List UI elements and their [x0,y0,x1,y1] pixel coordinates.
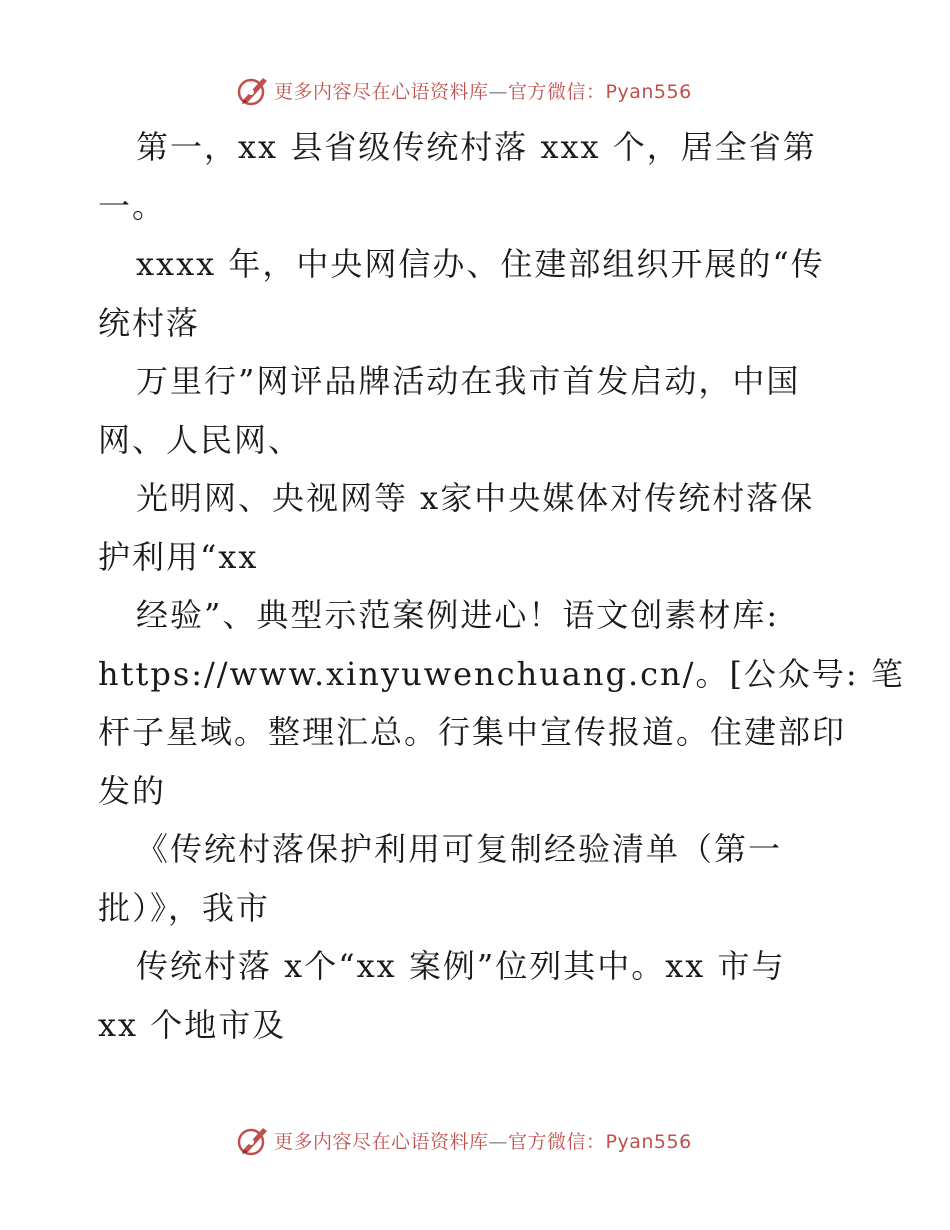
body-line: 杆子星域。整理汇总。行集中宣传报道。住建部印 [98,713,847,751]
body-line: 《传统村落保护利用可复制经验清单（第一 [136,830,783,868]
body-line: 网、人民网、 [98,420,303,459]
header-watermark-banner [236,72,716,108]
body-line: 传统村落 x个“xx 案例”位列其中。xx 市与 [136,947,786,985]
body-line: https://www.xinyuwenchuang.cn/。[公众号: 笔 [98,654,905,693]
document-body [98,118,905,1054]
body-line: xx 个地市及 [98,1005,287,1044]
body-line: 第一，xx 县省级传统村落 xxx 个，居全省第 [136,128,817,166]
header-banner-text: 更多内容尽在心语资料库—官方微信：Pyan556 [274,80,692,103]
footer-watermark-banner [236,1122,716,1158]
body-line: 批）》，我市 [98,888,271,927]
footer-banner-text: 更多内容尽在心语资料库—官方微信：Pyan556 [274,1130,692,1153]
pen-quill-logo-icon [236,1123,270,1157]
body-line: 发的 [98,771,167,810]
body-line: 光明网、央视网等 x家中央媒体对传统村落保 [136,479,815,517]
body-line: 经验”、典型示范案例进心！语文创素材库: [136,596,780,634]
pen-quill-logo-icon [236,73,270,107]
body-line: 万里行”网评品牌活动在我市首发启动，中国 [136,362,801,400]
body-line: 护利用“xx [98,537,259,576]
body-line: 一。 [98,186,167,225]
body-line: 统村落 [98,303,201,342]
body-line: xxxx 年，中央网信办、住建部组织开展的“传 [136,245,825,283]
